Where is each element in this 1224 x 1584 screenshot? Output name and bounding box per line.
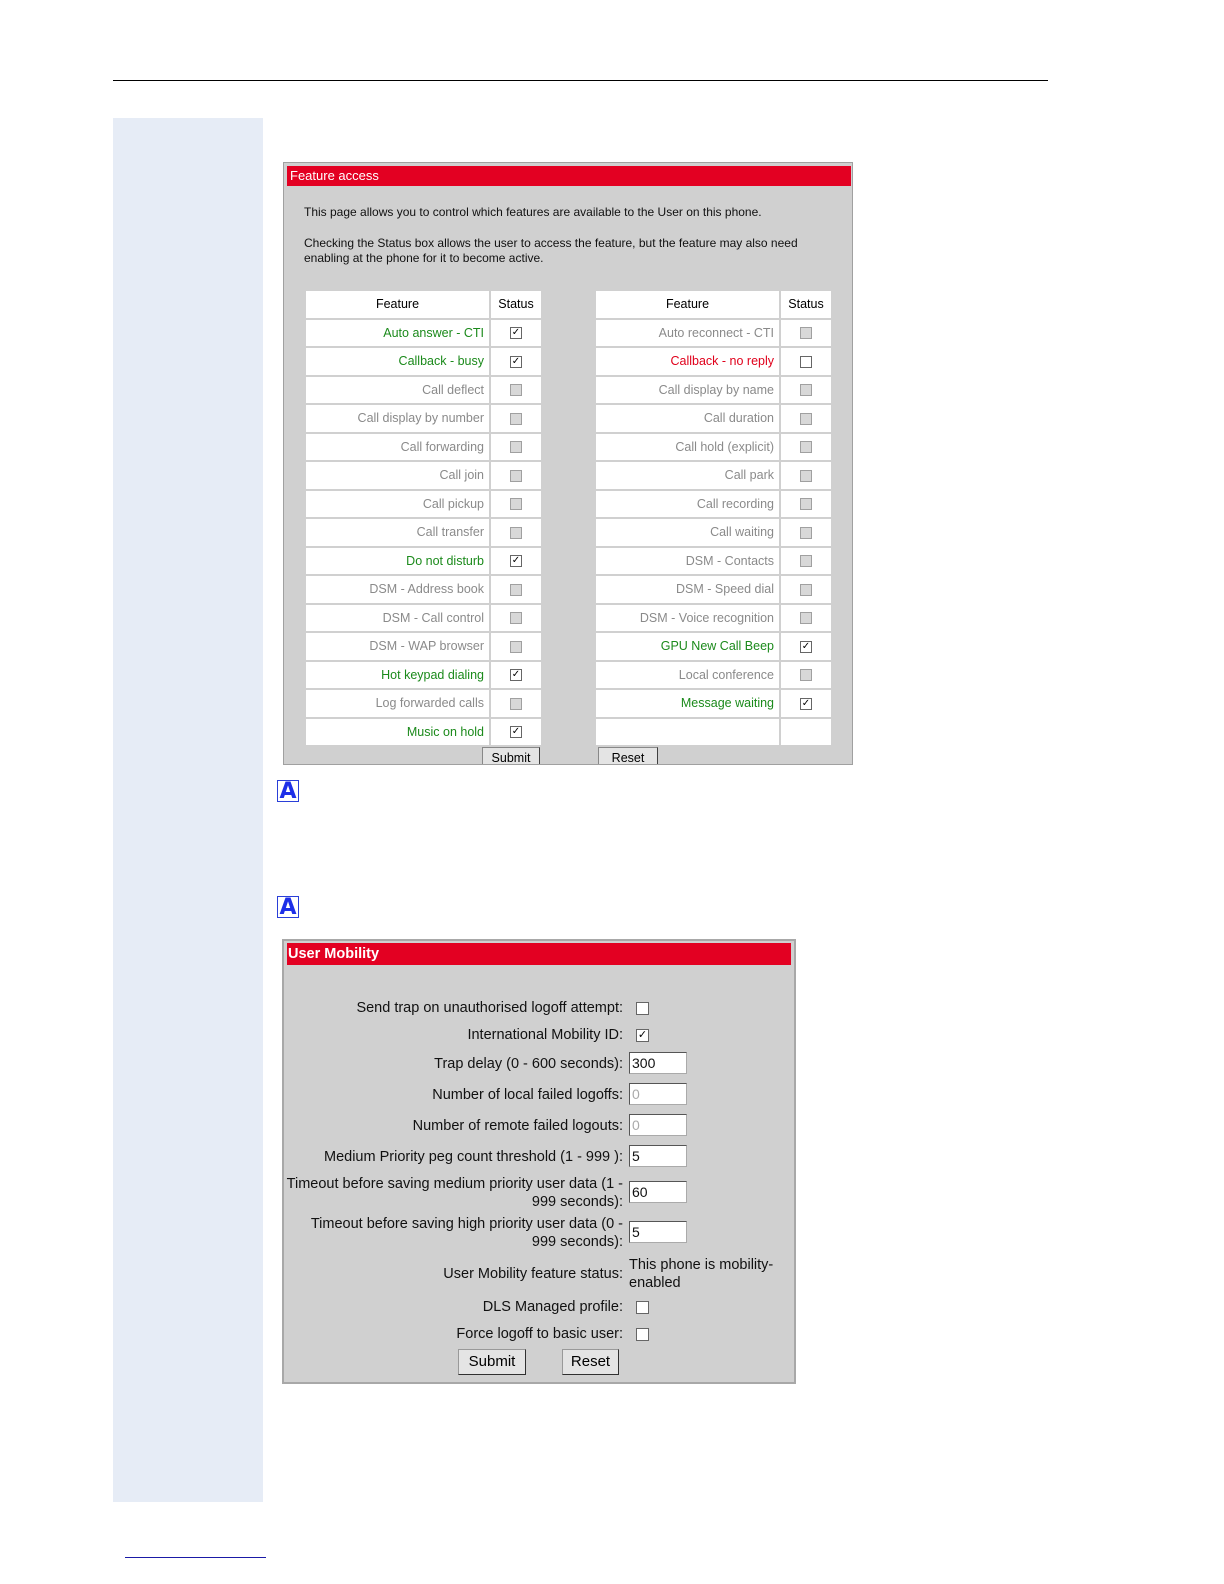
feature-label: Call deflect	[306, 377, 489, 404]
table-row	[306, 633, 541, 660]
feature-label: DSM - Call control	[306, 605, 489, 632]
table-row	[596, 605, 831, 632]
feature-label: Local conference	[596, 662, 779, 689]
feature-label: Callback - busy	[306, 348, 489, 375]
timeout-high-label: Timeout before saving high priority user data (0 - 999 seconds):	[310, 1216, 623, 1250]
intl-mobility-id-label: International Mobility ID:	[467, 1027, 623, 1043]
table-row	[596, 633, 831, 660]
feature-reset-button[interactable]: Reset	[598, 747, 658, 765]
timeout-medium-input[interactable]: 60	[629, 1181, 687, 1203]
status-cell	[491, 320, 541, 347]
feature-status-checkbox[interactable]	[510, 584, 522, 596]
medium-peg-threshold-input[interactable]: 5	[629, 1145, 687, 1167]
feature-label	[596, 719, 779, 746]
feature-status-label: User Mobility feature status:	[443, 1266, 623, 1282]
table-row	[306, 491, 541, 518]
trap-delay-label: Trap delay (0 - 600 seconds):	[434, 1056, 623, 1072]
feature-label: Call recording	[596, 491, 779, 518]
status-cell	[781, 434, 831, 461]
feature-label: DSM - Voice recognition	[596, 605, 779, 632]
status-cell	[491, 462, 541, 489]
column-header-status: Status	[781, 291, 831, 318]
status-cell	[781, 348, 831, 375]
feature-label: Music on hold	[306, 719, 489, 746]
table-row	[596, 548, 831, 575]
status-cell	[491, 519, 541, 546]
table-row	[306, 405, 541, 432]
feature-status-checkbox[interactable]	[510, 698, 522, 710]
status-cell	[491, 633, 541, 660]
table-row	[596, 405, 831, 432]
feature-label: GPU New Call Beep	[596, 633, 779, 660]
status-cell	[491, 491, 541, 518]
table-row	[306, 519, 541, 546]
feature-status-checkbox[interactable]	[510, 498, 522, 510]
feature-status-checkbox[interactable]	[800, 584, 812, 596]
feature-label: Call transfer	[306, 519, 489, 546]
feature-label: Do not disturb	[306, 548, 489, 575]
table-row	[306, 719, 541, 746]
status-cell	[491, 719, 541, 746]
status-cell	[491, 348, 541, 375]
feature-submit-button[interactable]: Submit	[482, 747, 540, 765]
feature-status-checkbox[interactable]	[510, 470, 522, 482]
local-failed-logoffs-input: 0	[629, 1083, 687, 1105]
annotation-a-icon: A	[277, 780, 299, 802]
table-row	[596, 662, 831, 689]
feature-status-checkbox[interactable]	[800, 441, 812, 453]
feature-status-checkbox[interactable]	[510, 612, 522, 624]
feature-status-checkbox[interactable]: ✓	[801, 640, 811, 652]
timeout-high-input[interactable]: 5	[629, 1221, 687, 1243]
feature-status-checkbox[interactable]: ✓	[511, 327, 521, 339]
feature-status-checkbox[interactable]: ✓	[511, 355, 521, 367]
table-row	[596, 320, 831, 347]
table-row	[306, 605, 541, 632]
status-cell	[491, 434, 541, 461]
feature-access-note: Checking the Status box allows the user to access the feature, but the feature may also need enabling at the phone for it to become active.	[304, 236, 798, 265]
status-cell	[781, 462, 831, 489]
user-mobility-title: User Mobility	[287, 943, 791, 965]
header-rule	[113, 80, 1048, 81]
table-row	[306, 348, 541, 375]
feature-status-value: This phone is mobility-enabled	[629, 1257, 774, 1291]
force-logoff-label: Force logoff to basic user:	[456, 1326, 623, 1342]
trap-delay-input[interactable]: 300	[629, 1052, 687, 1074]
send-trap-checkbox[interactable]	[636, 1002, 649, 1015]
status-cell	[491, 662, 541, 689]
status-cell	[781, 633, 831, 660]
feature-status-checkbox[interactable]	[510, 641, 522, 653]
force-logoff-checkbox[interactable]	[636, 1328, 649, 1341]
status-cell	[781, 519, 831, 546]
feature-label: Call display by number	[306, 405, 489, 432]
feature-label: DSM - WAP browser	[306, 633, 489, 660]
status-cell	[781, 491, 831, 518]
intl-mobility-id-checkbox[interactable]: ✓	[637, 1029, 648, 1041]
table-row	[596, 690, 831, 717]
table-row	[596, 491, 831, 518]
feature-status-checkbox[interactable]	[800, 527, 812, 539]
margin-band	[113, 118, 263, 1502]
feature-status-checkbox[interactable]	[800, 669, 812, 681]
footer-rule	[125, 1557, 266, 1558]
feature-status-checkbox[interactable]	[800, 356, 812, 368]
table-row	[596, 462, 831, 489]
feature-label: Call waiting	[596, 519, 779, 546]
feature-status-checkbox[interactable]	[510, 413, 522, 425]
feature-status-checkbox[interactable]	[800, 384, 812, 396]
status-cell	[491, 405, 541, 432]
feature-label: Call duration	[596, 405, 779, 432]
status-cell	[781, 576, 831, 603]
feature-table-right	[594, 289, 833, 747]
feature-status-checkbox[interactable]	[800, 555, 812, 567]
feature-status-checkbox[interactable]	[800, 413, 812, 425]
feature-access-panel	[283, 162, 853, 765]
status-cell	[491, 548, 541, 575]
feature-label: Call pickup	[306, 491, 489, 518]
feature-label: Call join	[306, 462, 489, 489]
status-cell	[491, 605, 541, 632]
status-cell	[781, 662, 831, 689]
table-row	[306, 576, 541, 603]
status-cell	[781, 320, 831, 347]
feature-access-title: Feature access	[287, 166, 851, 186]
status-cell	[781, 605, 831, 632]
column-header-feature: Feature	[596, 291, 779, 318]
status-cell	[781, 377, 831, 404]
feature-label: Call display by name	[596, 377, 779, 404]
annotation-a-icon: A	[277, 896, 299, 918]
status-cell	[781, 719, 831, 746]
table-row	[306, 377, 541, 404]
send-trap-label: Send trap on unauthorised logoff attempt:	[356, 1000, 623, 1016]
feature-status-checkbox[interactable]: ✓	[801, 697, 811, 709]
feature-status-checkbox[interactable]: ✓	[511, 669, 521, 681]
feature-label: Hot keypad dialing	[306, 662, 489, 689]
timeout-medium-label: Timeout before saving medium priority user data (1 - 999 seconds):	[286, 1176, 623, 1210]
status-cell	[781, 405, 831, 432]
feature-label: Message waiting	[596, 690, 779, 717]
table-row	[306, 548, 541, 575]
table-row	[306, 434, 541, 461]
status-cell	[491, 377, 541, 404]
feature-status-checkbox[interactable]	[800, 470, 812, 482]
feature-status-checkbox[interactable]	[800, 327, 812, 339]
remote-failed-logouts-input: 0	[629, 1114, 687, 1136]
feature-label: DSM - Address book	[306, 576, 489, 603]
remote-failed-logouts-label: Number of remote failed logouts:	[412, 1118, 623, 1134]
table-row	[306, 662, 541, 689]
column-header-status: Status	[491, 291, 541, 318]
table-row	[596, 519, 831, 546]
table-row	[306, 320, 541, 347]
dls-managed-profile-label: DLS Managed profile:	[482, 1299, 623, 1315]
column-header-feature: Feature	[306, 291, 489, 318]
feature-table-left	[304, 289, 543, 747]
table-row	[596, 434, 831, 461]
mobility-reset-button[interactable]: Reset	[562, 1349, 619, 1375]
local-failed-logoffs-label: Number of local failed logoffs:	[432, 1087, 623, 1103]
status-cell	[781, 548, 831, 575]
status-cell	[491, 576, 541, 603]
table-row	[596, 377, 831, 404]
feature-label: DSM - Speed dial	[596, 576, 779, 603]
table-row	[596, 576, 831, 603]
feature-status-checkbox[interactable]	[510, 441, 522, 453]
status-cell	[781, 690, 831, 717]
feature-label: Auto answer - CTI	[306, 320, 489, 347]
table-row	[306, 690, 541, 717]
dls-managed-profile-checkbox[interactable]	[636, 1301, 649, 1314]
feature-label: Log forwarded calls	[306, 690, 489, 717]
table-row	[306, 462, 541, 489]
medium-peg-threshold-label: Medium Priority peg count threshold (1 - 999 ):	[324, 1149, 623, 1165]
feature-status-checkbox[interactable]	[800, 612, 812, 624]
mobility-submit-button[interactable]: Submit	[458, 1349, 526, 1375]
table-row	[596, 348, 831, 375]
feature-label: Call hold (explicit)	[596, 434, 779, 461]
feature-status-checkbox[interactable]	[510, 384, 522, 396]
feature-status-checkbox[interactable]: ✓	[511, 555, 521, 567]
feature-status-checkbox[interactable]: ✓	[511, 726, 521, 738]
feature-label: Call forwarding	[306, 434, 489, 461]
feature-status-checkbox[interactable]	[800, 498, 812, 510]
feature-status-checkbox[interactable]	[510, 527, 522, 539]
user-mobility-panel	[282, 939, 796, 1384]
feature-label: Callback - no reply	[596, 348, 779, 375]
table-row	[596, 719, 831, 746]
feature-label: Auto reconnect - CTI	[596, 320, 779, 347]
feature-label: Call park	[596, 462, 779, 489]
status-cell	[491, 690, 541, 717]
feature-label: DSM - Contacts	[596, 548, 779, 575]
feature-access-description: This page allows you to control which features are available to the User on this phone.	[304, 205, 762, 219]
